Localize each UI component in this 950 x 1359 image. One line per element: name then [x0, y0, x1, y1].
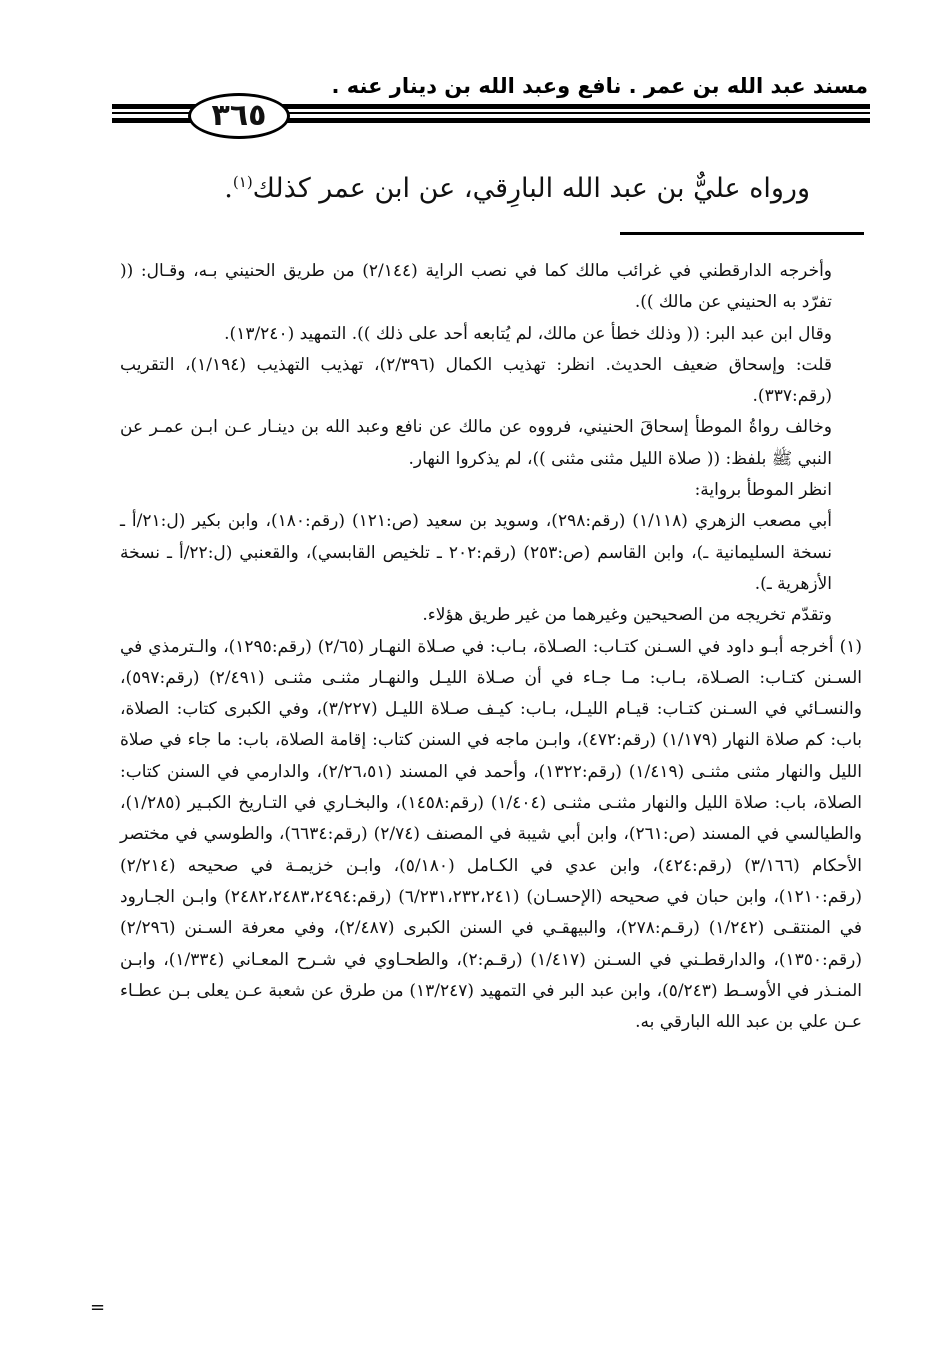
main-text-body: ورواه عليٌّ بن عبد الله البارِقي، عن ابن عمر كذلك: [252, 173, 810, 204]
note-paragraph: أبي مصعب الزهري (١/١١٨) (رقم:٢٩٨)، وسويد بن سعيد (ص:١٢١) (رقم:١٨٠)، وابن بكير (ل:٢١/أ ـ نسخة السليمانية ـ)، وابن القاسم (ص:٢٥٣) (رقم:٢٠٢ ـ تلخيص القابسي)، والقعنبي (ل:٢٢/أ ـ نسخة الأزهرية ـ).: [120, 511, 833, 594]
note-paragraph: وخالف رواةُ الموطأ إسحاقَ الحنيني، فرووه عن مالك عن نافع وعبد الله بن دينـار عـن ابـن عمـر عن النبي ﷺ بلفظ: (( صلاة الليل مثنى مثنى ))، لم يذكروا النهار.: [120, 417, 832, 469]
note-paragraph: قلت: وإسحاق ضعيف الحديث. انظر: تهذيب الكمال (٢/٣٩٦)، تهذيب التهذيب (١/١٩٤)، التقريب (رقم:٣٣٧).: [120, 354, 832, 407]
note-paragraph: وقال ابن عبد البر: (( وذلك خطأ عن مالك، لم يُتابعه أحد على ذلك )). التمهيد (١٣/٢٤٠).: [224, 323, 832, 344]
footnote-separator: [620, 232, 864, 235]
continuation-mark: =: [90, 1297, 106, 1318]
note-paragraph: وتقدّم تخريجه من الصحيحين وغيرهما من غير طريق هؤلاء.: [422, 605, 832, 626]
page-number: ٣٦٥: [188, 93, 290, 139]
footnote-1: (١) أخرجه أبـو داود في السـنن كتـاب: الصـلاة، بـاب: في صـلاة النهـار (٢/٦٥) (رقم:١٢٩٥)، والـترمذي في السـنن كتـاب: الصـلاة، بـاب: مـا جـاء في أن صـلاة الليـل والنهـار مثنـى مثنـى (٢/٤٩١) (رقم:٥٩٧)، والنسـائي في السـنن كتـاب: قيـام الليـل، بـاب: كيـف صـلاة الليـل (٣/٢٢٧)، وفي الكبرى كتاب: الصلاة، باب: كم صلاة النهار (١/١٧٩) (رقم:٤٧٢)، وابـن ماجه في السنن كتاب: إقامة الصلاة، باب: ما جاء في صلاة الليل والنهار مثنى مثنـى (١/٤١٩) (رقم:١٣٢٢)، وأحمد في المسند (٢/٢٦،٥١)، والدارمي في السنن كتاب: الصلاة، باب: صلاة الليل والنهار مثنـى مثنـى (١/٤٠٤) (رقم:١٤٥٨)، والبخـاري في التـاريخ الكبـير (١/٢٨٥)، والطيالسي في المسند (ص:٢٦١)، وابن أبي شيبة في المصنف (٢/٧٤) (رقم:٦٦٣٤)، والطوسي في مختصر الأحكام (٣/١٦٦) (رقم:٤٢٤)، وابن عدي في الكـامل (٥/١٨٠)، وابـن خزيمـة في صحيحه (٢/٢١٤) (رقم:١٢١٠)، وابن حبان في صحيحه (الإحسـان) (٦/٢٣١،٢٣٢،٢٤١) (رقم:٢٤٨٢،٢٤٨٣،٢٤٩٤) وابـن الجـارود في المنتقـى (١/٢٤٢) (رقـم:٢٧٨)، والبيهقـي في السنن الكبرى (٢/٤٨٧)، وفي معرفة السـنن (٢/٢٩٦) (رقم:١٣٥٠)، والدارقطـني في السـنن (١/٤١٧) (رقـم:٢)، والطحـاوي في شـرح المعـاني (١/٣٣٤)، وابـن المنـذر في الأوسـط (٥/٢٤٣)، وابن عبد البر في التمهيد (١٣/٢٤٧) من طرق عن شعبة عـن يعلى بـن عطـاء عـن علي بن عبد الله البارقي به.: [120, 636, 863, 1033]
footnote-ref: (١): [232, 173, 253, 191]
footnotes-block: [120, 256, 863, 1038]
note-paragraph: انظر الموطأ برواية:: [694, 480, 832, 501]
note-paragraph: وأخرجه الدارقطني في غرائب مالك كما في نصب الراية (٢/١٤٤) من طريق الحنيني بـه، وقـال: (( تفرّد به الحنيني عن مالك )).: [120, 261, 833, 313]
running-header-title: مسند عبد الله بن عمر . نافع وعبد الله بن دينار عنه .: [331, 74, 868, 98]
main-text: [170, 160, 810, 211]
main-text-period: .: [224, 173, 233, 204]
